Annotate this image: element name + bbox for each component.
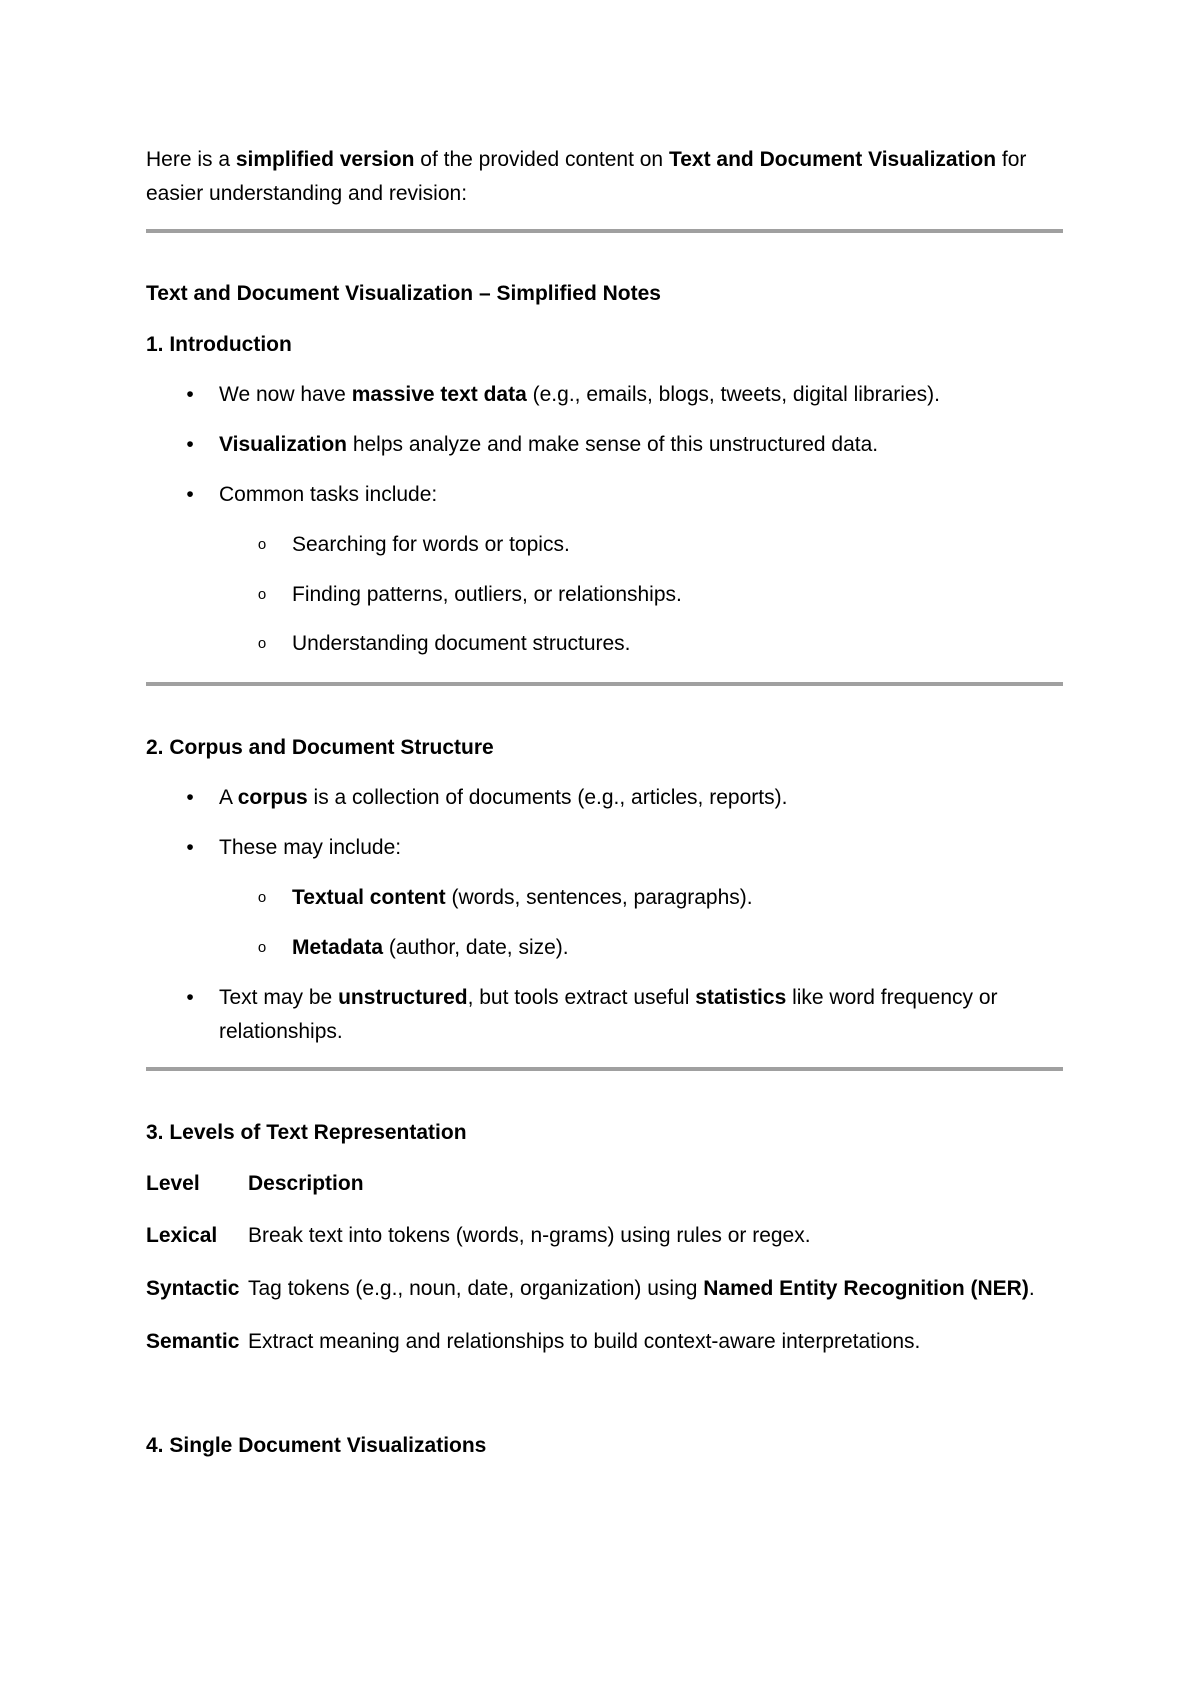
table-row-level: Syntactic xyxy=(146,1277,240,1300)
section-2-heading: 2. Corpus and Document Structure xyxy=(146,736,494,759)
intro-line-1: Here is a simplified version of the provided content on Text and Document Visualization for xyxy=(146,148,1027,171)
s2-bullet-2: These may include: xyxy=(219,836,402,859)
horizontal-rule xyxy=(146,229,1063,233)
table-row-description: Break text into tokens (words, n-grams) using rules or regex. xyxy=(248,1224,811,1247)
table-row-level: Lexical xyxy=(146,1224,218,1247)
intro-line-2: easier understanding and revision: xyxy=(146,182,468,205)
bullet-icon: • xyxy=(186,383,194,406)
section-3-heading: 3. Levels of Text Representation xyxy=(146,1121,467,1144)
sub-bullet-icon: o xyxy=(257,635,267,652)
table-row-description: Extract meaning and relationships to build context-aware interpretations. xyxy=(248,1330,921,1353)
table-header-description: Description xyxy=(248,1172,364,1195)
s2-bullet-1: A corpus is a collection of documents (e.g., articles, reports). xyxy=(219,786,788,809)
intro-bold-topic: Text and Document Visualization xyxy=(668,148,997,171)
table-header-level: Level xyxy=(146,1172,200,1195)
horizontal-rule xyxy=(146,682,1063,686)
bullet-icon: • xyxy=(186,986,194,1009)
intro-bold-simplified: simplified version xyxy=(235,148,415,171)
bullet-icon: • xyxy=(186,786,194,809)
s1-sub-bullet-3: Understanding document structures. xyxy=(292,632,631,655)
s2-sub-bullet-1: Textual content (words, sentences, paragraphs). xyxy=(292,886,753,909)
sub-bullet-icon: o xyxy=(257,536,267,553)
horizontal-rule xyxy=(146,1067,1063,1071)
s1-bullet-3: Common tasks include: xyxy=(219,483,438,506)
sub-bullet-icon: o xyxy=(257,939,267,956)
s1-bullet-2: Visualization helps analyze and make sense of this unstructured data. xyxy=(219,433,879,456)
document-title: Text and Document Visualization – Simplified Notes xyxy=(146,282,661,305)
s2-bullet-3: Text may be unstructured, but tools extract useful statistics like word frequency or xyxy=(219,986,998,1009)
table-row-description: Tag tokens (e.g., noun, date, organization) using Named Entity Recognition (NER). xyxy=(248,1277,1035,1300)
sub-bullet-icon: o xyxy=(257,889,267,906)
bullet-icon: • xyxy=(186,483,194,506)
section-4-heading: 4. Single Document Visualizations xyxy=(146,1434,487,1457)
table-row-level: Semantic xyxy=(146,1330,240,1353)
s2-sub-bullet-2: Metadata (author, date, size). xyxy=(292,936,569,959)
bullet-icon: • xyxy=(186,836,194,859)
bullet-icon: • xyxy=(186,433,194,456)
section-1-heading: 1. Introduction xyxy=(146,333,292,356)
s1-bullet-1: We now have massive text data (e.g., emails, blogs, tweets, digital libraries). xyxy=(219,383,940,406)
s1-sub-bullet-2: Finding patterns, outliers, or relationships. xyxy=(292,583,682,606)
s2-bullet-3-line-2: relationships. xyxy=(219,1020,343,1043)
sub-bullet-icon: o xyxy=(257,586,267,603)
s1-sub-bullet-1: Searching for words or topics. xyxy=(292,533,570,556)
